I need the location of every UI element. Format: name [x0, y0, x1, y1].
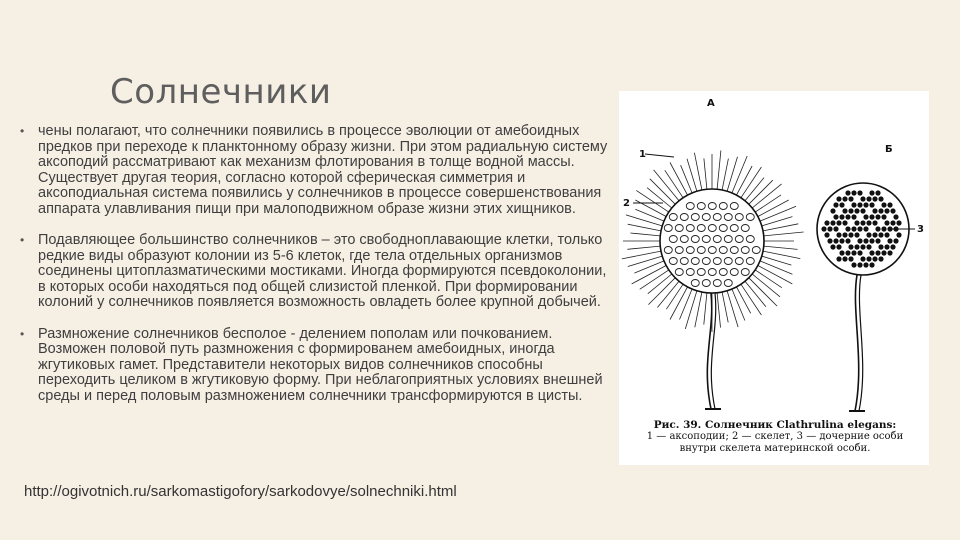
daughter-cell: [824, 220, 829, 225]
bullet-item: [18, 233, 613, 311]
daughter-cell: [866, 256, 871, 261]
axopodium-line: [704, 293, 707, 325]
bullet-text: чены полагают, что солнечники появились в процессе эволюции от амебоидных предков при переходе к планктонному образу жизни. При этом радиальную систему аксоподий рассматривают как механизм флотирования в толще водной массы. Существует другая теория, согласно которой сферическая симметрия и аксоподиальная система появились у солнечников в процессе совершенствования аппарата улавливания пищи при малоподвижном образе жизни этих хищников.: [38, 123, 608, 217]
axopodium-line: [628, 256, 662, 266]
daughter-cell: [872, 220, 877, 225]
daughter-cell: [833, 214, 838, 219]
stalk-a: [707, 293, 711, 409]
axopodium-line: [763, 224, 798, 231]
axopodium-line: [694, 153, 702, 190]
daughter-cell: [839, 202, 844, 207]
daughter-cell: [854, 208, 859, 213]
daughter-cell: [866, 196, 871, 201]
daughter-cell: [878, 256, 883, 261]
daughter-cell: [869, 190, 874, 195]
clathrulina-illustration: [619, 91, 929, 465]
daughter-cell: [881, 214, 886, 219]
daughter-cell: [878, 208, 883, 213]
daughter-cell: [851, 262, 856, 267]
axopodium-line: [755, 195, 781, 212]
daughter-cell: [836, 244, 841, 249]
daughter-cell: [875, 238, 880, 243]
daughter-cell: [896, 232, 901, 237]
daughter-cell: [887, 250, 892, 255]
daughter-cell: [824, 232, 829, 237]
daughter-cell: [839, 250, 844, 255]
daughter-cell: [842, 196, 847, 201]
axopodium-line: [670, 163, 688, 196]
daughter-cell: [872, 232, 877, 237]
daughter-cell: [851, 226, 856, 231]
axopodium-line: [634, 261, 664, 273]
axopodium-line: [722, 292, 728, 322]
daughter-cell: [857, 262, 862, 267]
daughter-cell: [866, 220, 871, 225]
daughter-cell: [896, 220, 901, 225]
daughter-cell: [869, 262, 874, 267]
daughter-cell: [833, 238, 838, 243]
daughter-cell: [875, 190, 880, 195]
axopodium-line: [727, 291, 738, 327]
daughter-cell: [866, 232, 871, 237]
bullet-list: [18, 124, 613, 420]
daughter-cell: [890, 220, 895, 225]
axopodium-line: [665, 170, 683, 198]
daughter-cell: [845, 214, 850, 219]
axopodium-line: [704, 158, 707, 189]
axopodium-line: [745, 178, 764, 201]
daughter-cell: [884, 232, 889, 237]
daughter-cell: [845, 190, 850, 195]
daughter-cell: [842, 256, 847, 261]
daughter-cell: [857, 238, 862, 243]
daughter-cell: [887, 238, 892, 243]
caption-title: Рис. 39. Солнечник Clathrulina elegans:: [653, 419, 897, 431]
daughter-cell: [851, 214, 856, 219]
daughter-cell: [857, 250, 862, 255]
bullet-text: Размножение солнечников бесполое - делением пополам или почкованием. Возможен половой путь размножения с формированем амебоидных, иногда жгутиковых гамет. Представители некоторых видов солнечников способны переходить целиком в жгутиковую форму. При неблагоприятных условиях внешней среды и перед половым размножением солнечники трансформируются в цисты.: [38, 325, 603, 404]
daughter-cell: [875, 214, 880, 219]
daughter-cell: [848, 256, 853, 261]
daughter-cell: [836, 220, 841, 225]
daughter-cell: [857, 226, 862, 231]
daughter-cell: [869, 238, 874, 243]
daughter-cell: [890, 244, 895, 249]
axopodium-line: [764, 232, 804, 236]
daughter-cell: [860, 196, 865, 201]
slide-title: Солнечники: [110, 72, 332, 112]
daughter-cell: [860, 208, 865, 213]
daughter-cell: [821, 226, 826, 231]
axopodium-line: [626, 215, 662, 226]
axopodium-line: [695, 292, 702, 327]
daughter-cell: [875, 250, 880, 255]
axopodium-line: [628, 224, 661, 231]
daughter-cell: [875, 226, 880, 231]
source-link[interactable]: http://ogivotnich.ru/sarkomastigofory/sarkodovye/solnechniki.html: [24, 483, 457, 500]
daughter-cell: [848, 244, 853, 249]
axopodium-line: [722, 159, 728, 190]
label-a: А: [707, 98, 715, 109]
daughter-cell: [869, 202, 874, 207]
daughter-cell: [866, 244, 871, 249]
axopodium-line: [732, 156, 747, 193]
label-1: 1: [639, 149, 646, 160]
stalk-b: [855, 275, 859, 411]
daughter-cell: [884, 220, 889, 225]
daughter-cell: [842, 208, 847, 213]
daughter-cell: [830, 208, 835, 213]
axopodium-line: [685, 291, 697, 329]
skeleton-sphere-a: [660, 189, 764, 293]
daughter-cell: [884, 208, 889, 213]
daughter-cell: [848, 232, 853, 237]
daughter-cell: [872, 208, 877, 213]
daughter-cell: [863, 202, 868, 207]
axopodium-line: [727, 157, 737, 191]
axopodium-line: [717, 150, 721, 189]
daughter-cell: [872, 256, 877, 261]
daughter-cell: [848, 196, 853, 201]
daughter-cell: [827, 226, 832, 231]
daughter-cell: [863, 226, 868, 231]
daughter-cell: [857, 190, 862, 195]
daughter-cell: [863, 214, 868, 219]
daughter-cell: [881, 250, 886, 255]
axopodium-line: [670, 287, 688, 320]
daughter-cell: [854, 220, 859, 225]
daughter-cell: [890, 208, 895, 213]
daughter-cell: [851, 202, 856, 207]
daughter-cell: [860, 220, 865, 225]
daughter-cell: [878, 196, 883, 201]
daughter-cell: [869, 250, 874, 255]
daughter-cell: [845, 238, 850, 243]
daughter-cell: [839, 238, 844, 243]
axopodium-line: [680, 289, 693, 320]
bullet-marker: •: [20, 233, 25, 247]
figure-caption: [627, 419, 923, 455]
daughter-cell: [839, 214, 844, 219]
axopodium-line: [763, 251, 800, 259]
daughter-cell: [860, 244, 865, 249]
daughter-cell: [893, 214, 898, 219]
label-3: 3: [917, 224, 924, 235]
daughter-cell: [884, 244, 889, 249]
bullet-marker: •: [20, 124, 25, 138]
axopodium-line: [666, 284, 683, 309]
daughter-cell: [860, 256, 865, 261]
axopodium-line: [762, 217, 793, 226]
axopodium-line: [737, 287, 751, 313]
axopodium-line: [687, 159, 697, 192]
daughter-cell: [863, 262, 868, 267]
axopodium-line: [622, 251, 661, 259]
axopodium-line: [760, 261, 792, 274]
caption-legend: 1 — аксоподии; 2 — скелет, 3 — дочерние особи внутри скелета материнской особи.: [646, 431, 904, 454]
daughter-cell: [836, 256, 841, 261]
daughter-cell: [842, 232, 847, 237]
bullet-marker: •: [20, 326, 25, 341]
axopodium-line: [745, 281, 766, 307]
daughter-cell: [881, 226, 886, 231]
axopodium-line: [737, 166, 753, 195]
daughter-cell: [881, 202, 886, 207]
daughter-cell: [869, 214, 874, 219]
axopodium-line: [764, 246, 798, 249]
daughter-cell: [878, 232, 883, 237]
daughter-cell: [851, 250, 856, 255]
daughter-cell: [833, 202, 838, 207]
axopodium-line: [758, 200, 789, 217]
axopodium-line: [732, 289, 745, 321]
axopodium-line: [630, 233, 660, 236]
daughter-cell: [854, 244, 859, 249]
axopodium-line: [627, 246, 660, 249]
daughter-cell: [830, 220, 835, 225]
daughter-cell: [836, 232, 841, 237]
daughter-cell: [872, 196, 877, 201]
bullet-item: [18, 124, 613, 217]
daughter-cell: [830, 244, 835, 249]
axopodium-line: [760, 206, 796, 221]
axopodium-line: [635, 200, 666, 217]
axopodium-line: [717, 293, 720, 328]
daughter-cell: [833, 226, 838, 231]
daughter-cell: [857, 202, 862, 207]
daughter-cell: [863, 238, 868, 243]
figure-clathrulina: [619, 91, 929, 465]
daughter-cell: [878, 244, 883, 249]
daughter-cell: [848, 208, 853, 213]
daughter-cell: [842, 220, 847, 225]
daughter-cell: [854, 232, 859, 237]
daughter-cell: [887, 202, 892, 207]
daughter-cell: [845, 226, 850, 231]
daughter-cell: [827, 238, 832, 243]
axopodium-line: [647, 188, 672, 208]
bullet-text: Подавляющее большинство солнечников – это свободноплавающие клетки, только редкие виды образуют колонии из 5-6 клеток, где тела отдельных организмов соединены цитоплазматическими мостиками. Иногда формируются псевдоколонии, в которых особи находяться под общей слизистой пленкой. При формировании колоний у солнечников появляется возможность овладеть более крупной добычей.: [38, 232, 607, 310]
pointer-1: [645, 154, 674, 157]
axopodium-line: [648, 274, 672, 294]
daughter-cell: [845, 250, 850, 255]
daughter-cell: [851, 190, 856, 195]
daughter-cell: [836, 196, 841, 201]
label-2: 2: [623, 198, 630, 209]
daughter-cell: [893, 238, 898, 243]
axopodium-line: [755, 270, 782, 288]
label-b: Б: [885, 144, 893, 155]
bullet-item: [18, 327, 613, 405]
